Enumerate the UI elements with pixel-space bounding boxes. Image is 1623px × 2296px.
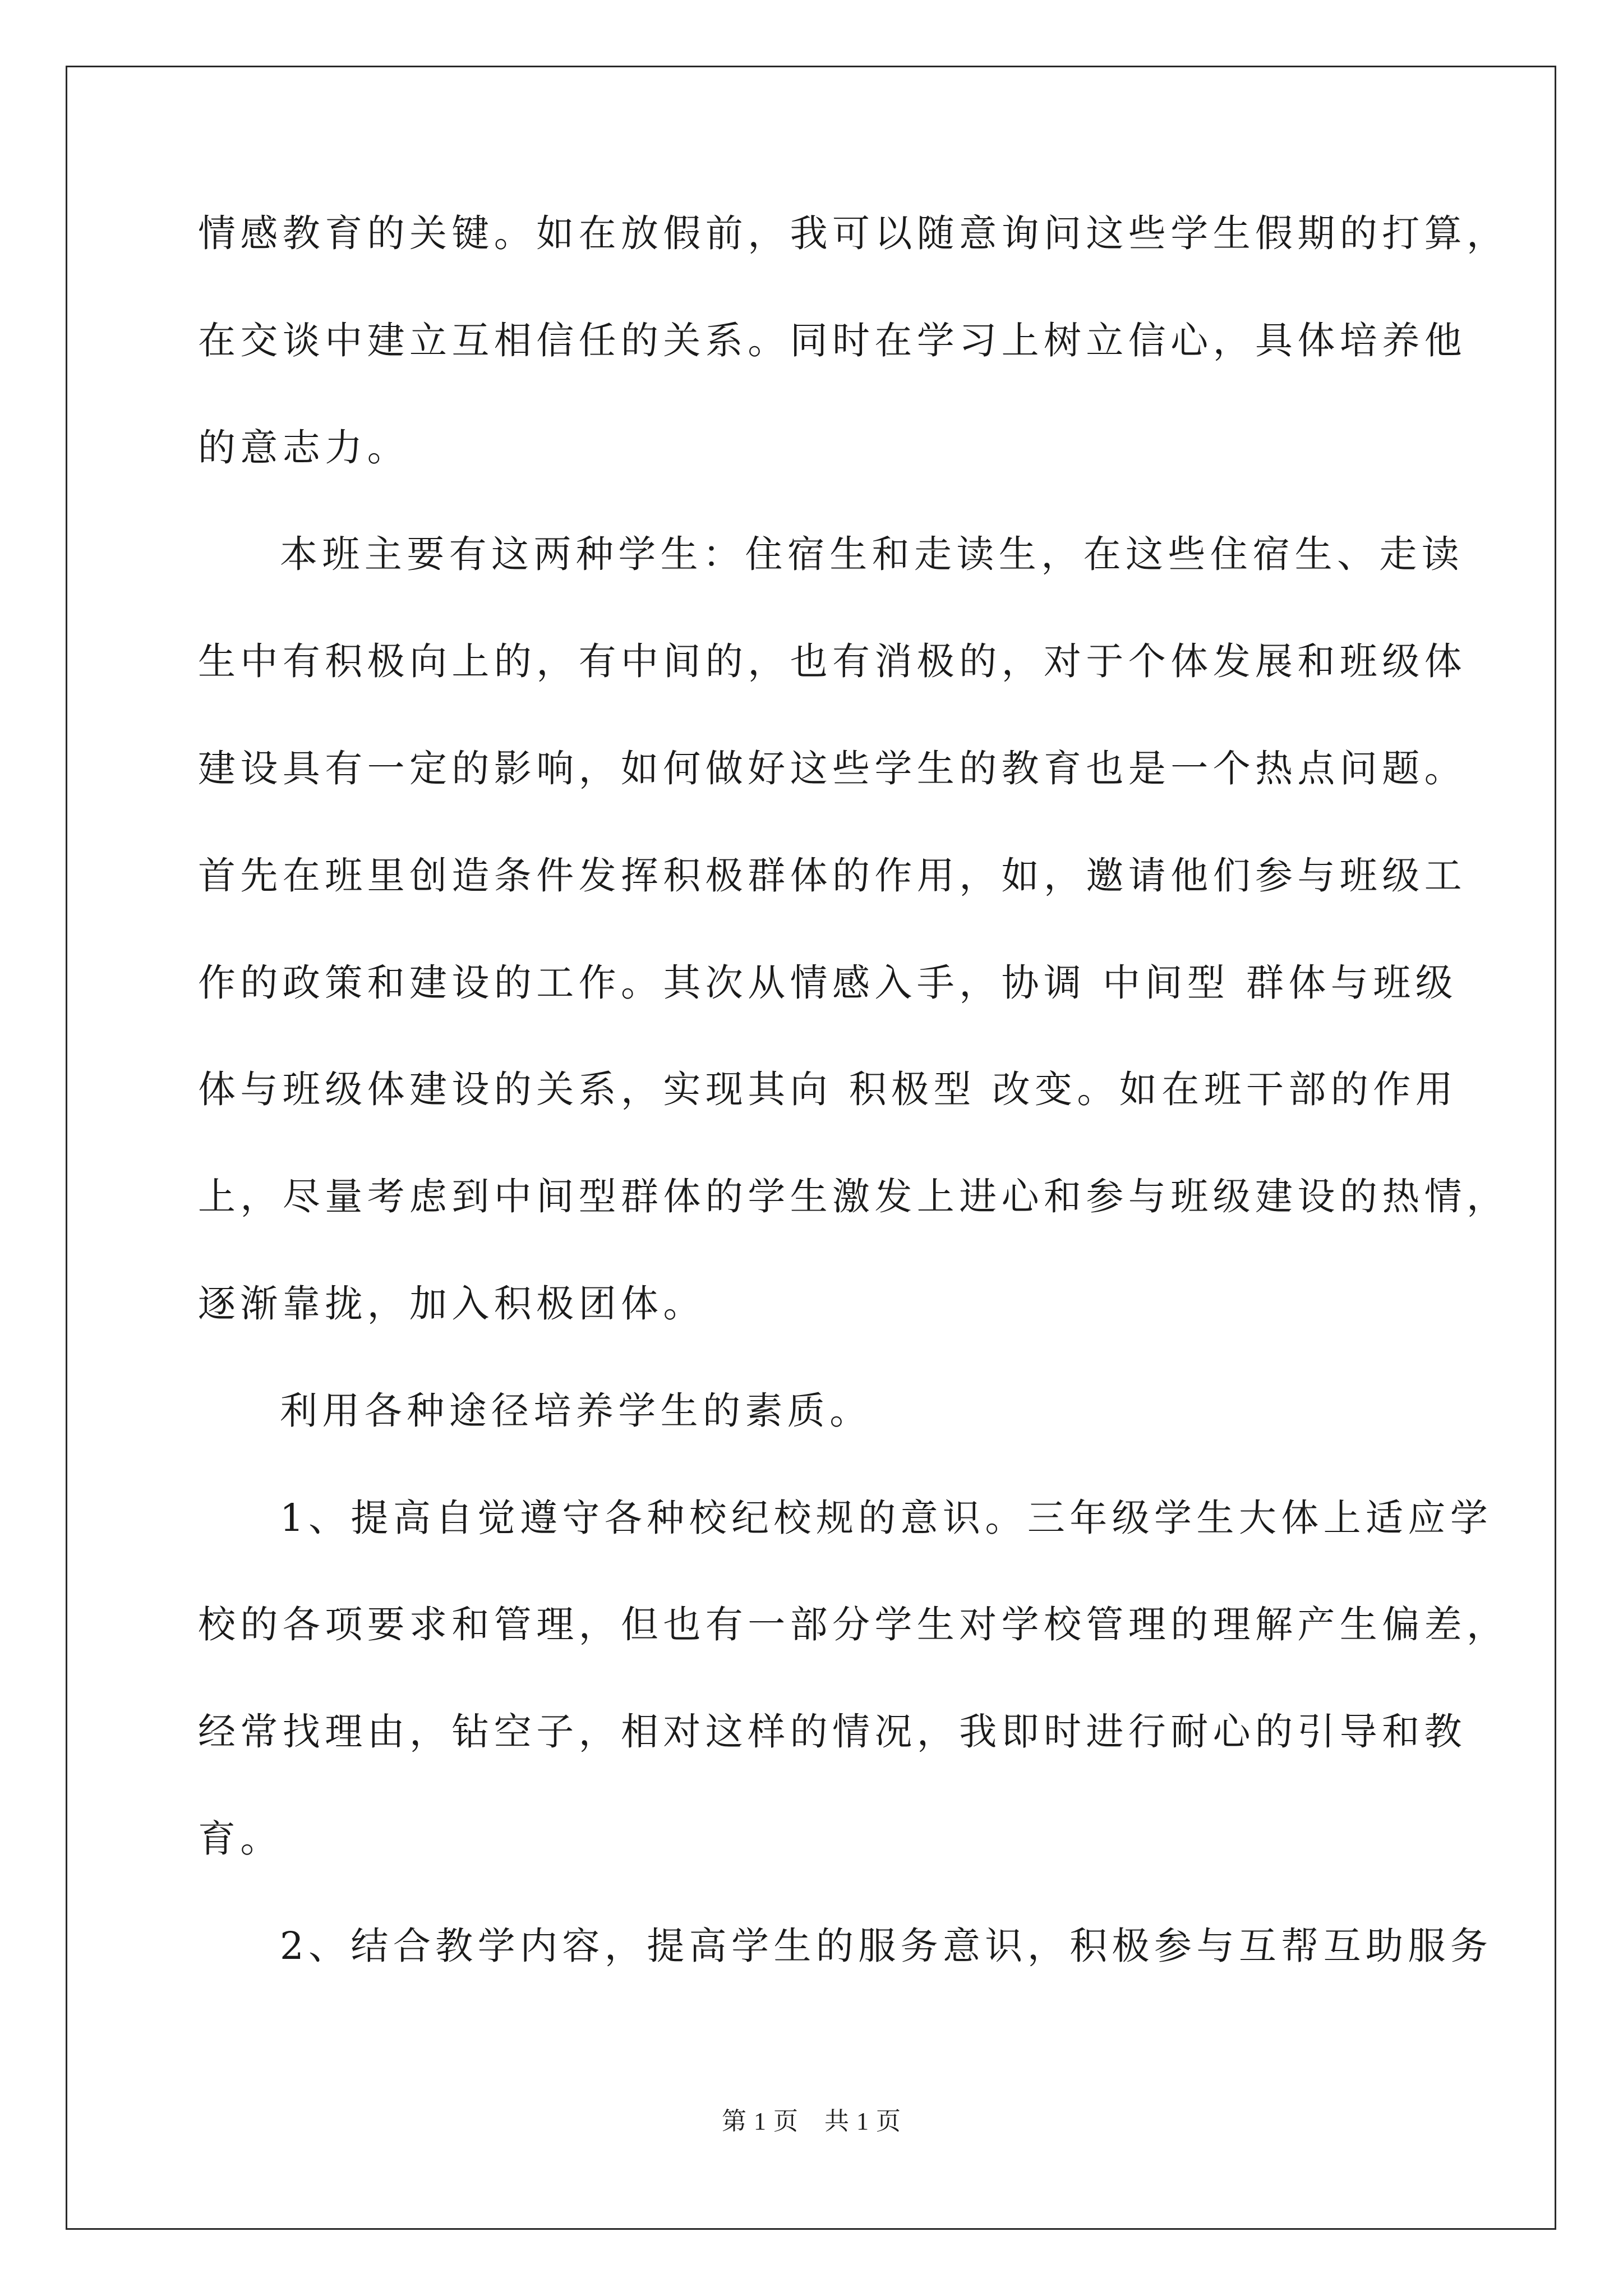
text-line: 情感教育的关键。如在放假前，我可以随意询问这些学生假期的打算， <box>198 211 1509 255</box>
paragraph-start-line: 1、提高自觉遵守各种校纪校规的意识。三年级学生大体上适应学 <box>280 1496 1493 1540</box>
text-line: 建设具有一定的影响，如何做好这些学生的教育也是一个热点问题。 <box>198 746 1467 790</box>
text-line: 首先在班里创造条件发挥积极群体的作用，如，邀请他们参与班级工 <box>198 853 1467 898</box>
text-line: 作的政策和建设的工作。其次从情感入手，协调 中间型 群体与班级 <box>198 960 1458 1005</box>
text-line: 逐渐靠拢，加入积极团体。 <box>198 1281 706 1326</box>
paragraph-start-line: 2、结合教学内容，提高学生的服务意识，积极参与互帮互助服务 <box>280 1924 1493 1968</box>
text-line: 经常找理由，钻空子，相对这样的情况，我即时进行耐心的引导和教 <box>198 1710 1467 1754</box>
text-line: 校的各项要求和管理，但也有一部分学生对学校管理的理解产生偏差， <box>198 1603 1509 1647</box>
text-line: 的意志力。 <box>198 425 409 470</box>
paragraph-start-line: 本班主要有这两种学生：住宿生和走读生，在这些住宿生、走读 <box>280 532 1464 577</box>
paragraph-start-line: 利用各种途径培养学生的素质。 <box>280 1388 872 1433</box>
page-footer <box>0 2101 1623 2137</box>
text-line: 体与班级体建设的关系，实现其向 积极型 改变。如在班干部的作用 <box>198 1068 1458 1112</box>
page-number: 第 1 页 <box>722 2108 799 2135</box>
text-line: 育。 <box>198 1816 283 1861</box>
document-body <box>198 211 1509 2031</box>
text-line: 上，尽量考虑到中间型群体的学生激发上进心和参与班级建设的热情， <box>198 1175 1509 1219</box>
text-line: 在交谈中建立互相信任的关系。同时在学习上树立信心，具体培养他 <box>198 318 1467 362</box>
page-total: 共 1 页 <box>824 2108 901 2135</box>
text-line: 生中有积极向上的，有中间的，也有消极的，对于个体发展和班级体 <box>198 639 1467 684</box>
